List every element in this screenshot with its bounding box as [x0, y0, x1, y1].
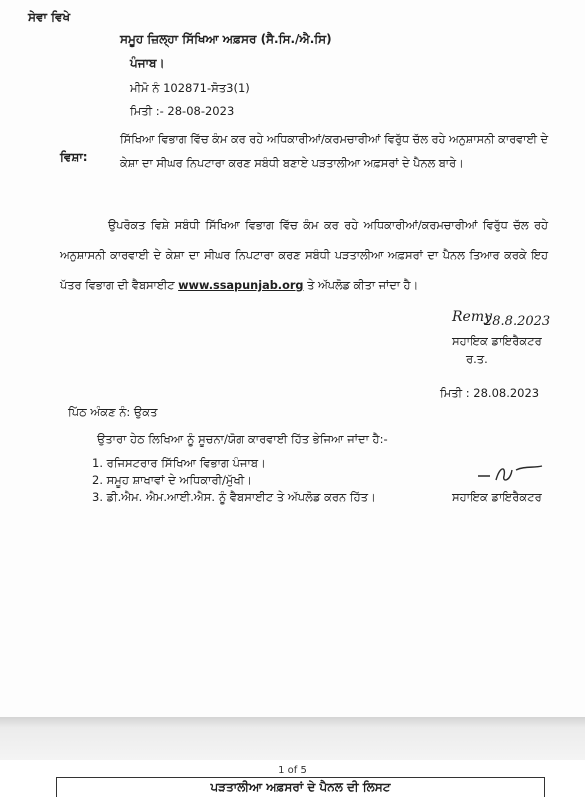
endorsement-number: ਪਿੱਠ ਅੰਕਣ ਨੰ: ਉਕਤ	[68, 405, 158, 419]
body-paragraph	[60, 211, 548, 301]
second-signature-mark	[476, 462, 546, 486]
subject-label: ਵਿਸ਼ਾ:	[60, 150, 88, 164]
salutation: ਸੇਵਾ ਵਿਖੇ	[28, 10, 71, 24]
panel-list-header	[56, 777, 545, 797]
endorsement-date: ਮਿਤੀ : 28.08.2023	[440, 386, 540, 400]
signature-scrawl: Remy	[452, 309, 493, 325]
memo-number: ਮੀਮੋ ਨੰ 102871-ਸੋਤ3(1)	[130, 81, 250, 95]
body-text-end: ਤੇ ਅੱਪਲੋਡ ਕੀਤਾ ਜਾਂਦਾ ਹੈ।	[307, 279, 419, 292]
signatory-title: ਸਹਾਇਕ ਡਾਇਰੈਕਟਰ	[452, 334, 542, 348]
state-line: ਪੰਜਾਬ।	[130, 56, 165, 70]
copy-item-3: 3. ਡੀ.ਐਮ. ਐਮ.ਆਈ.ਐਸ. ਨੂੰ ਵੈਬਸਾਈਟ ਤੇ ਅੱਪਲੋਡ ਕਰਨ ਹਿੱਤ।	[92, 490, 376, 504]
signatory-initials: ਰ.ਤ.	[466, 352, 488, 366]
copy-item-1: 1. ਰਜਿਸਟਰਾਰ ਸਿੱਖਿਆ ਵਿਭਾਗ ਪੰਜਾਬ।	[92, 456, 266, 470]
subject-text: ਸਿੱਖਿਆ ਵਿਭਾਗ ਵਿੱਚ ਕੰਮ ਕਰ ਰਹੇ ਅਧਿਕਾਰੀਆਂ/ਕਰਮਚਾਰੀਆਂ ਵਿਰੁੱਧ ਚੱਲ ਰਹੇ ਅਨੁਸ਼ਾਸਨੀ ਕਾਰਵਾਈ ਦੇ ਕੇਸ਼ਾ ਦਾ ਸੀਘਰ ਨਿਪਟਾਰਾ ਕਰਣ ਸਬੰਧੀ ਬਣਾਏ ਪੜਤਾਲੀਆ ਅਫ਼ਸਰਾਂ ਦੇ ਪੈਨਲ ਬਾਰੇ।	[120, 133, 548, 170]
recipient: ਸਮੂਹ ਜ਼ਿਲ੍ਹਾ ਸਿੱਖਿਆ ਅਫ਼ਸਰ (ਸੈ.ਸਿ./ਐ.ਸਿ)	[120, 32, 332, 46]
page-number: 1 of 5	[278, 765, 307, 776]
page-separator	[0, 717, 585, 760]
signature-date: 28.8.2023	[484, 314, 551, 329]
copy-intro: ਉਤਾਰਾ ਹੇਠ ਲਿਖਿਆ ਨੂੰ ਸੂਚਨਾ/ਯੋਗ ਕਾਰਵਾਈ ਹਿੱਤ ਭੇਜਿਆ ਜਾਂਦਾ ਹੈ:-	[97, 432, 388, 446]
body-text: ਉਪਰੋਕਤ ਵਿਸ਼ੇ ਸਬੰਧੀ ਸਿੱਖਿਆ ਵਿਭਾਗ ਵਿੱਚ ਕੰਮ ਕਰ ਰਹੇ ਅਧਿਕਾਰੀਆਂ/ਕਰਮਚਾਰੀਆਂ ਵਿਰੁੱਧ ਚੱਲ ਰਹੇ ਅਨੁਸ਼ਾਸਨੀ ਕਾਰਵਾਈ ਦੇ ਕੇਸ਼ਾ ਦਾ ਸੀਘਰ ਨਿਪਟਾਰਾ ਕਰਣ ਸਬੰਧੀ ਪੜਤਾਲੀਆ ਅਫ਼ਸਰਾਂ ਦਾ ਪੈਨਲ ਤਿਆਰ ਕਰਕੇ ਇਹ ਪੱਤਰ ਵਿਭਾਗ ਦੀ ਵੈਬਸਾਈਟ	[60, 219, 548, 292]
next-page	[0, 760, 585, 800]
panel-list-title: ਪੜਤਾਲੀਆ ਅਫ਼ਸਰਾਂ ਦੇ ਪੈਨਲ ਦੀ ਲਿਸਟ	[210, 780, 391, 794]
website-link[interactable]: www.ssapunjab.org	[178, 279, 304, 292]
memo-date: ਮਿਤੀ :- 28-08-2023	[130, 104, 235, 118]
second-signatory-title: ਸਹਾਇਕ ਡਾਇਰੈਕਟਰ	[452, 490, 542, 504]
copy-item-2: 2. ਸਮੂਹ ਸ਼ਾਖਾਵਾਂ ਦੇ ਅਧਿਕਾਰੀ/ਮੁੱਖੀ।	[92, 473, 252, 487]
